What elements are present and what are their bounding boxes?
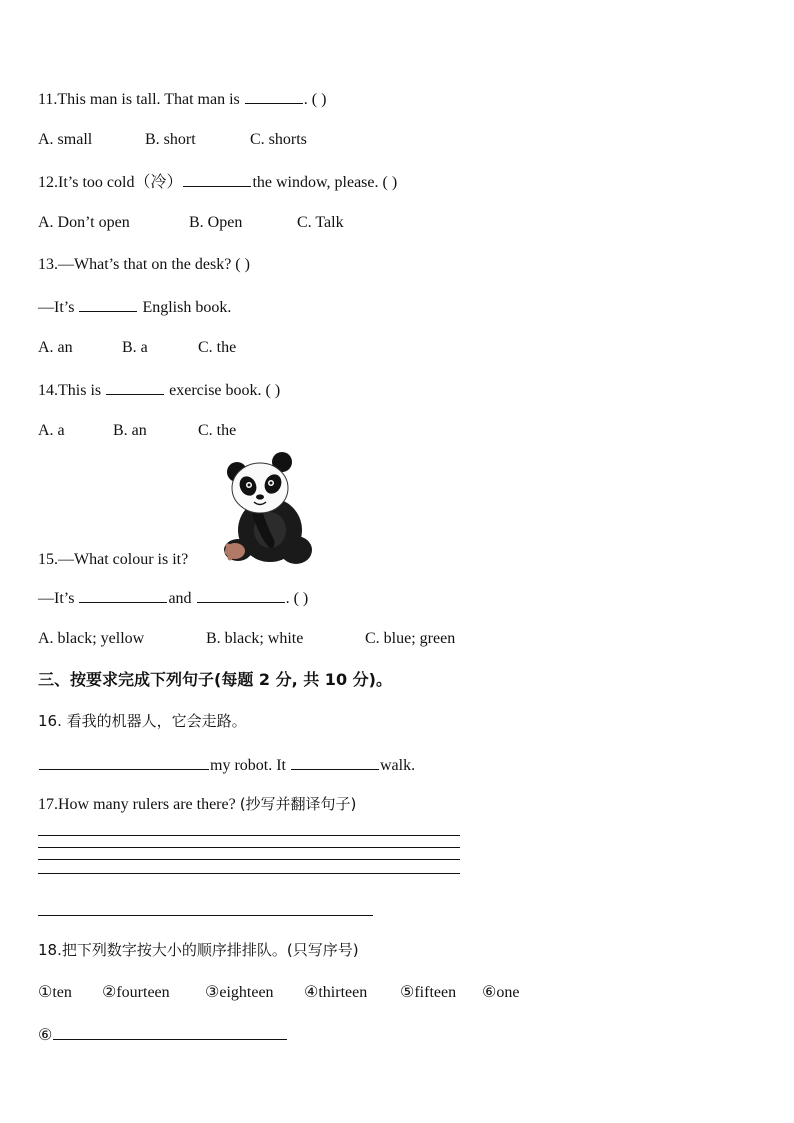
q18-prompt: 18.把下列数字按大小的顺序排排队。(只写序号) [38,941,359,959]
q12-option-b[interactable]: B. Open [189,214,243,231]
q12-options [38,213,344,233]
q11-option-b[interactable]: B. short [145,131,196,148]
q15-answer [38,587,308,609]
q14-option-a[interactable]: A. a [38,422,65,439]
q15-blank-2[interactable] [197,587,285,603]
q17-writing-line-1[interactable] [38,835,460,836]
q13-question: 13.—What’s that on the desk? ( ) [38,256,250,273]
q14-text: 14.This is [38,382,106,399]
q14-text-end: exercise book. ( ) [165,382,281,399]
q13-answer [38,296,231,318]
q11-blank[interactable] [245,88,303,104]
q14-question [38,379,280,401]
q18-item-6: ⑥one [482,984,520,1001]
q18-answer [38,1024,288,1046]
q14-options [38,421,236,441]
q11-question [38,88,326,110]
q18-item-2: ②fourteen [102,984,170,1001]
q15-option-a[interactable]: A. black; yellow [38,630,145,647]
q17-prompt [38,794,356,815]
q13-option-c[interactable]: C. the [198,339,237,356]
q11-options [38,130,307,150]
q11-option-c[interactable]: C. shorts [250,131,307,148]
q12-option-a[interactable]: A. Don’t open [38,214,130,231]
q15-answer-end: . ( ) [285,590,309,607]
q15-question: 15.—What colour is it? [38,551,189,568]
q13-option-a[interactable]: A. an [38,339,73,356]
q11-paren: . ( ) [303,91,327,108]
q13-answer-end: English book. [138,299,232,316]
q12-blank[interactable] [183,171,251,187]
q15-options [38,629,455,649]
q16-answer-middle: my robot. It [210,757,290,774]
q13-option-b[interactable]: B. a [122,339,148,356]
q18-item-4: ④thirteen [304,984,368,1001]
q17-writing-line-3[interactable] [38,859,460,860]
q18-answer-blank[interactable] [53,1024,287,1040]
q13-blank[interactable] [79,296,137,312]
q17-prompt-en: 17.How many rulers are there? [38,796,240,813]
panda-image [218,452,318,568]
q15-option-c[interactable]: C. blue; green [365,630,456,647]
q13-options [38,338,236,358]
q17-writing-line-4[interactable] [38,873,460,874]
q12-question [38,171,397,193]
q13-answer-start: —It’s [38,299,79,316]
q14-option-c[interactable]: C. the [198,422,237,439]
q18-items [38,983,519,1003]
q17-writing-line-2[interactable] [38,847,460,848]
section-3-heading: 三、按要求完成下列句子(每题 2 分, 共 10 分)。 [38,670,392,689]
q16-blank-1[interactable] [39,754,209,770]
q16-answer [38,754,415,776]
q12-option-c[interactable]: C. Talk [297,214,344,231]
q16-blank-2[interactable] [291,754,379,770]
q18-item-1: ①ten [38,984,72,1001]
q17-translation-line[interactable] [38,915,373,916]
q16-prompt: 16. 看我的机器人，它会走路。 [38,712,247,730]
q15-answer-and: and [168,590,196,607]
q14-blank[interactable] [106,379,164,395]
q12-text-end: the window, please. ( ) [252,174,398,191]
q15-blank-1[interactable] [79,587,167,603]
q14-option-b[interactable]: B. an [113,422,147,439]
q15-answer-start: —It’s [38,590,79,607]
q17-prompt-cn: (抄写并翻译句子) [239,795,357,813]
q18-answer-start: ⑥ [38,1027,53,1044]
q18-item-3: ③eighteen [205,984,274,1001]
q16-answer-end: walk. [380,757,416,774]
q18-item-5: ⑤fifteen [400,984,457,1001]
q12-text: 12.It’s too cold（冷） [38,174,183,191]
q11-option-a[interactable]: A. small [38,131,93,148]
q11-text: 11.This man is tall. That man is [38,91,244,108]
q15-option-b[interactable]: B. black; white [206,630,304,647]
